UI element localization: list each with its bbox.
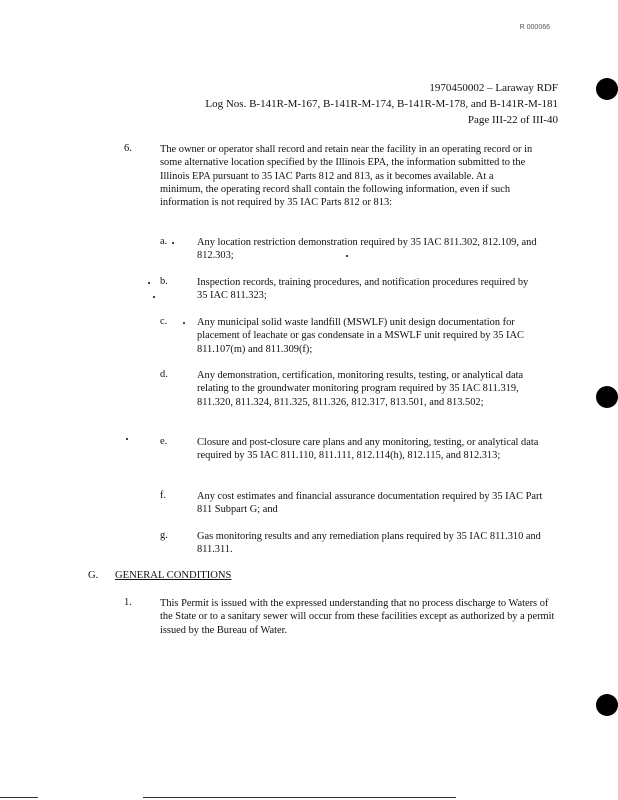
item-6-number: 6. xyxy=(124,143,132,154)
sub-item-f-text: Any cost estimates and financial assurance documentation required by 35 IAC Part 811 Subpart G; and xyxy=(197,491,543,516)
sub-item-b-letter: b. xyxy=(160,276,168,287)
bates-stamp: R 000066 xyxy=(519,24,550,31)
sub-item-f-letter: f. xyxy=(160,490,167,501)
header-permit-line: 1970450002 – Laraway RDF xyxy=(429,82,558,94)
header-log-numbers: Log Nos. B-141R-M-167, B-141R-M-174, B-141R-M-178, and B-141R-M-181 xyxy=(205,98,558,110)
bottom-edge-rule xyxy=(143,797,456,798)
section-g-letter: G. xyxy=(88,570,99,581)
sub-item-b-text: Inspection records, training procedures, and notification procedures required by 35 IAC 811.323; xyxy=(197,277,529,302)
scan-speck xyxy=(126,438,128,440)
sub-item-e-text: Closure and post-closure care plans and any monitoring, testing, or analytical data required by 35 IAC 811.110, 811.111, 812.114(h), 812.115, and 812.313; xyxy=(197,437,539,462)
scan-speck xyxy=(148,282,150,284)
scan-speck xyxy=(172,242,174,244)
scan-speck xyxy=(153,296,155,298)
sub-item-a-letter: a. xyxy=(160,236,168,247)
section-g-title: GENERAL CONDITIONS xyxy=(115,570,232,581)
sub-item-g-text: Gas monitoring results and any remediation plans required by 35 IAC 811.310 and 811.311. xyxy=(197,531,541,556)
item-6-text: The owner or operator shall record and retain near the facility in an operating record or in some alternative location specified by the Illinois EPA, the information submitted to the Illinois EPA pursuant to 35 IAC Parts 812 and 813, as it becomes available. At a minimum, the operating record shall contain the following information, even if such information is not required by 35 IAC Parts 812 or 813: xyxy=(160,144,533,209)
scan-speck xyxy=(346,255,348,257)
sub-item-d-text: Any demonstration, certification, monitoring results, testing, or analytical data relating to the groundwater monitoring program required by 35 IAC 811.319, 811.320, 811.324, 811.325, 811.326, 812.317, 813.501, and 813.502; xyxy=(197,370,524,408)
sub-item-e-letter: e. xyxy=(160,436,168,447)
bottom-edge-rule-left xyxy=(0,797,38,798)
section-g-item-1-text: This Permit is issued with the expressed understanding that no process discharge to Waters of the State or to a sanitary sewer will occur from these facilities except as authorized by a permit issued by the Bureau of Water. xyxy=(160,598,555,636)
binder-hole-bottom xyxy=(596,694,618,716)
sub-item-d-letter: d. xyxy=(160,369,168,380)
sub-item-a-text: Any location restriction demonstration required by 35 IAC 811.302, 812.109, and 812.303; xyxy=(197,237,537,262)
binder-hole-top xyxy=(596,78,618,100)
sub-item-c-letter: c. xyxy=(160,316,168,327)
header-page-number: Page III-22 of III-40 xyxy=(467,114,558,126)
sub-item-g-letter: g. xyxy=(160,530,168,541)
scan-speck xyxy=(183,322,185,324)
section-g-item-1-number: 1. xyxy=(124,597,132,608)
binder-hole-middle xyxy=(596,386,618,408)
sub-item-c-text: Any municipal solid waste landfill (MSWLF) unit design documentation for placement of leachate or gas condensate in a MSWLF unit required by 35 IAC 811.107(m) and 811.309(f); xyxy=(197,317,524,355)
